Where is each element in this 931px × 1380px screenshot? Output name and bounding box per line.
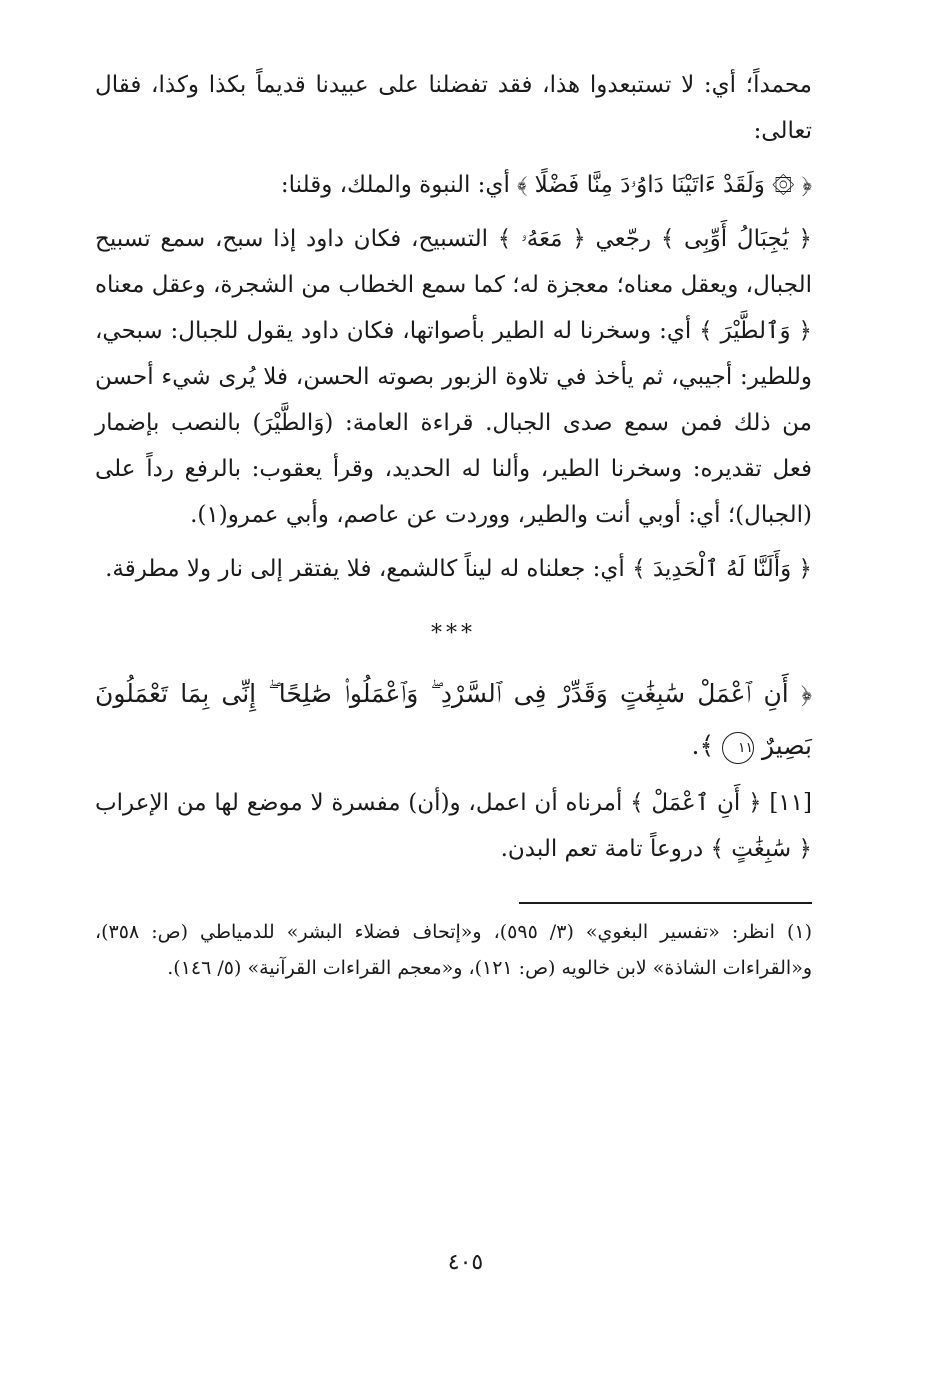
page-number: ٤٠٥ [447,1250,484,1275]
paragraph-iron: ﴿ وَأَلَنَّا لَهُ ٱلْحَدِيدَ ﴾ أي: جعلناه له ليناً كالشمع، فلا يفتقر إلى نار ولا مطرقة. [105,556,812,582]
verse-11 [95,668,812,772]
commentary-verse-11: [١١] ﴿ أَنِ ٱعْمَلْ ﴾ أمرناه أن اعمل، و(أن) مفسرة لا موضع لها من الإعراب ﴿ سَٰبِغَٰتٍ ﴾ دروعاً تامة تعم البدن. [95,790,812,862]
section-separator: *** [431,621,476,646]
verse-closing: ﴾. [691,731,715,760]
paragraph-intro: محمداً؛ أي: لا تستبعدوا هذا، فقد تفضلنا على عبيدنا قديماً بكذا وكذا، فقال تعالى: [95,72,812,144]
ayah-number-marker: ١١ [722,732,754,764]
page-body [95,62,812,1005]
footnote-divider [519,902,812,904]
paragraph-mountains-birds: ﴿ يَٰجِبَالُ أَوِّبِى ﴾ رجّعي ﴿ مَعَهُۥ ﴾ التسبيح، فكان داود إذا سبح، سمع تسبيح الجبال، ويعقل معناه؛ معجزة له؛ كما سمع الخطاب من الشجرة، وعقل معناه ﴿ وَٱلطَّيْرَ ﴾ أي: وسخرنا له الطير بأصواتها، فكان داود يقول للجبال: سبحي، وللطير: أجيبي، ثم يأخذ في تلاوة الزبور بصوته الحسن، فلا يُرى شيء أحسن من ذلك فمن سمع صدى الجبال. قراءة العامة: (وَالطَّيْرَ) بالنصب بإضمار فعل تقديره: وسخرنا الطير، وألنا له الحديد، وقرأ يعقوب: بالرفع رداً على (الجبال)؛ أي: أوبي أنت والطير، ووردت عن عاصم، وأبي عمرو(١). [95,226,812,528]
footnote: (١) انظر: «تفسير البغوي» (٣/ ٥٩٥)، و«إتحاف فضلاء البشر» للدمياطي (ص: ٣٥٨)، و«القراءات الشاذة» لابن خالويه (ص: ١٢١)، و«معجم القراءات القرآنية» (٥/ ١٤٦). [95,921,812,979]
verse-text: ﴿ أَنِ ٱعْمَلْ سَٰبِغَٰتٍ وَقَدِّرْ فِى ٱلسَّرْدِ ۖ وَٱعْمَلُوا۟ صَٰلِحًا ۖ إِنِّى بِمَا تَعْمَلُونَ بَصِيرٌ [95,679,812,760]
paragraph-verse-10-start: ﴿ ۞ وَلَقَدْ ءَاتَيْنَا دَاوُۥدَ مِنَّا فَضْلًا ﴾ أي: النبوة والملك، وقلنا: [280,172,812,198]
